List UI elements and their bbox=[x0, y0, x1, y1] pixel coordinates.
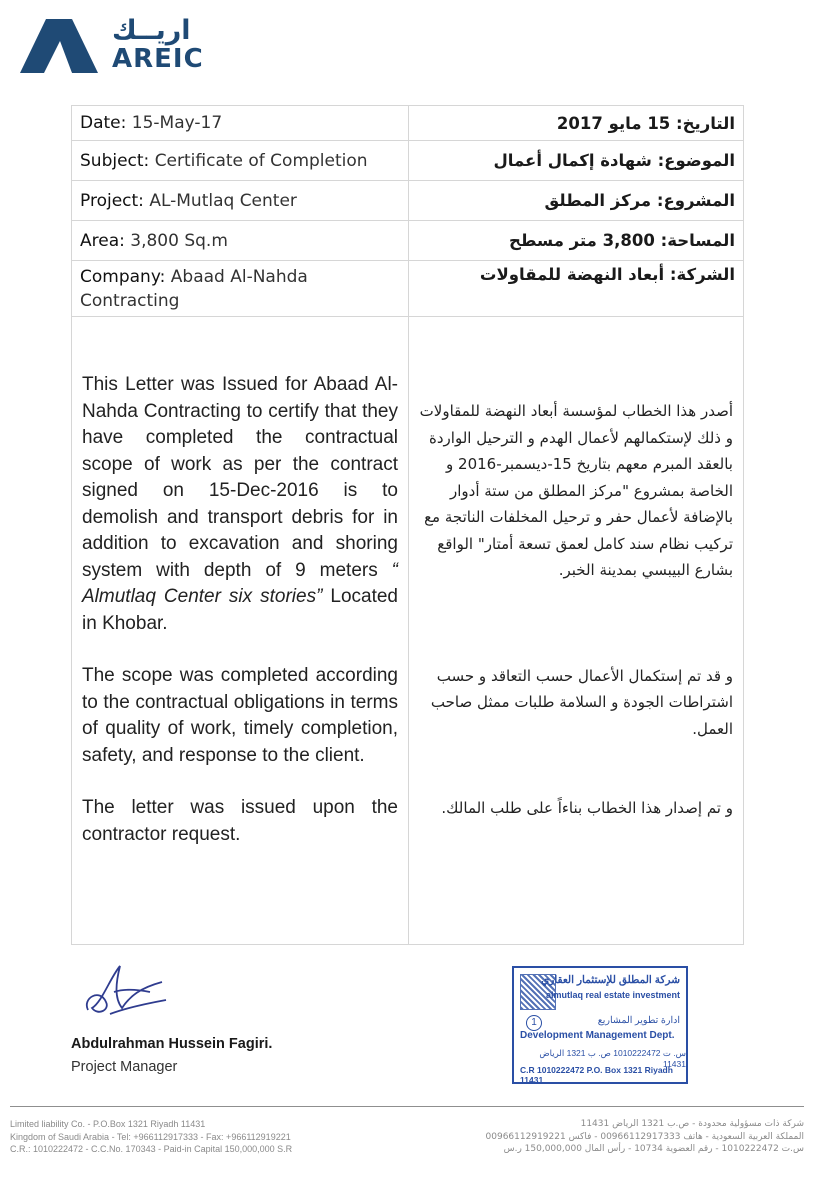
subject-value-en: Certificate of Completion bbox=[154, 150, 368, 171]
date-cell-ar bbox=[409, 106, 744, 141]
area-cell-en bbox=[72, 221, 409, 261]
project-label-ar: المشروع: bbox=[656, 191, 735, 210]
company-cell-en bbox=[72, 261, 409, 317]
paragraph-1-en bbox=[82, 372, 398, 637]
company-logo bbox=[20, 15, 204, 75]
date-value-ar: 15 مايو 2017 bbox=[556, 113, 671, 133]
footer-ar-line-1: شركة ذات مسؤولية محدودة - ص.ب 1321 الرياض 11431 bbox=[580, 1119, 804, 1129]
stamp-company-ar: شركة المطلق للإستثمار العقاري bbox=[541, 974, 680, 986]
company-value-ar: أبعاد النهضة للمقاولات bbox=[479, 265, 665, 284]
subject-cell-ar bbox=[409, 141, 744, 181]
row-date bbox=[72, 106, 744, 141]
project-value-en: AL-Mutlaq Center bbox=[149, 190, 297, 211]
location-text: Located in Khobar. bbox=[82, 586, 399, 634]
area-value-ar: 3,800 متر مسطح bbox=[508, 231, 655, 250]
subject-value-ar: شهادة إكمال أعمال bbox=[493, 151, 652, 170]
logo-mark-icon bbox=[20, 17, 100, 73]
footer-en-line-1: Limited liability Co. - P.O.Box 1321 Riyadh 11431 bbox=[10, 1119, 206, 1129]
project-label-en: Project: bbox=[80, 190, 144, 211]
project-name-italic: “ Almutlaq Center six stories” bbox=[82, 559, 398, 607]
date-label-ar: التاريخ: bbox=[676, 113, 735, 133]
project-cell-ar bbox=[409, 181, 744, 221]
company-cell-ar bbox=[409, 261, 744, 317]
footer-ar-line-3: س.ت 1010222472 - رقم العضوية 10734 - رأس المال 150,000,000 ر.س bbox=[503, 1144, 804, 1154]
footer-en-line-3: C.R.: 1010222472 - C.C.No. 170343 - Paid-in Capital 150,000,000 S.R bbox=[10, 1144, 293, 1154]
company-label-ar: الشركة: bbox=[669, 265, 735, 284]
paragraph-2-en: The scope was completed according to the contractual obligations in terms of quality of work, timely completion, safety, and response to the client. bbox=[82, 665, 398, 766]
logo-arabic-text: اريــك bbox=[112, 15, 191, 46]
area-cell-ar bbox=[409, 221, 744, 261]
subject-cell-en bbox=[72, 141, 409, 181]
row-project bbox=[72, 181, 744, 221]
area-value-en: 3,800 Sq.m bbox=[130, 230, 228, 251]
paragraph-3-en: The letter was issued upon the contractor request. bbox=[82, 797, 398, 845]
area-label-ar: المساحة: bbox=[660, 231, 735, 250]
row-company bbox=[72, 261, 744, 317]
subject-label-ar: الموضوع: bbox=[657, 151, 735, 170]
date-cell-en bbox=[72, 106, 409, 141]
paragraph-1-en-text: This Letter was Issued for Abaad Al-Nahda Contracting to certify that they have completed the contractual scope of work as per the contract signed on 15-Dec-2016 is to demolish and transport debris for in addition to excavation and shoring system with depth of 9 meters bbox=[82, 374, 398, 581]
certificate-table bbox=[71, 105, 744, 945]
company-value-en: Abaad Al-Nahda Contracting bbox=[80, 266, 308, 311]
subject-label-en: Subject: bbox=[80, 150, 150, 171]
body-cell-en bbox=[72, 317, 409, 945]
footer-divider bbox=[10, 1106, 804, 1107]
project-cell-en bbox=[72, 181, 409, 221]
body-cell-ar bbox=[409, 317, 744, 945]
paragraph-2-ar: و قد تم إستكمال الأعمال حسب التعاقد و حسب اشتراطات الجودة و السلامة طلبات ممثل صاحب العمل. bbox=[430, 666, 733, 738]
company-label-en: Company: bbox=[80, 266, 166, 287]
footer-english bbox=[10, 1118, 292, 1156]
stamp-cr-ar: س. ت 1010222472 ص. ب 1321 الرياض 11431 bbox=[539, 1048, 686, 1069]
footer-ar-line-2: المملكة العربية السعودية - هاتف 00966112917333 - فاكس 00966112919221 bbox=[485, 1131, 804, 1142]
stamp-dept-ar: ادارة تطوير المشاريع bbox=[597, 1015, 680, 1026]
footer-arabic bbox=[486, 1118, 804, 1156]
footer-en-line-2: Kingdom of Saudi Arabia - Tel: +966112917333 - Fax: +966112919221 bbox=[10, 1131, 291, 1142]
row-body bbox=[72, 317, 744, 945]
area-label-en: Area: bbox=[80, 230, 125, 251]
stamp-dept-en: Development Management Dept. bbox=[520, 1030, 675, 1041]
signatory-name: Abdulrahman Hussein Fagiri. bbox=[71, 1036, 273, 1052]
company-stamp bbox=[512, 966, 688, 1084]
project-value-ar: مركز المطلق bbox=[544, 191, 652, 210]
stamp-number: 1 bbox=[526, 1015, 542, 1031]
date-value-en: 15-May-17 bbox=[131, 113, 223, 133]
date-label-en: Date: bbox=[80, 113, 127, 133]
signatory-title: Project Manager bbox=[71, 1059, 178, 1075]
paragraph-3-ar: و تم إصدار هذا الخطاب بناءاً على طلب المالك. bbox=[441, 799, 733, 817]
stamp-cr-en: C.R 1010222472 P.O. Box 1321 Riyadh 11431 bbox=[520, 1065, 673, 1085]
logo-english-text: AREIC bbox=[112, 44, 204, 74]
stamp-company-en: almutlaq real estate investment bbox=[545, 990, 680, 1000]
row-area bbox=[72, 221, 744, 261]
paragraph-1-ar: أصدر هذا الخطاب لمؤسسة أبعاد النهضة للمقاولات و ذلك لإستكمالهم لأعمال الهدم و الترحيل الواردة بالعقد المبرم معهم بتاريخ 15-ديسمبر-2016 و الخاصة بمشروع "مركز المطلق من ستة أدوار بالإضافة لأعمال حفر و ترحيل المخلفات الناتجة مع تركيب نظام سند كامل لعمق تسعة أمتار" الواقع بشارع البيبسي بمدينة الخبر. bbox=[419, 402, 733, 579]
signature-graphic bbox=[80, 958, 170, 1020]
row-subject bbox=[72, 141, 744, 181]
